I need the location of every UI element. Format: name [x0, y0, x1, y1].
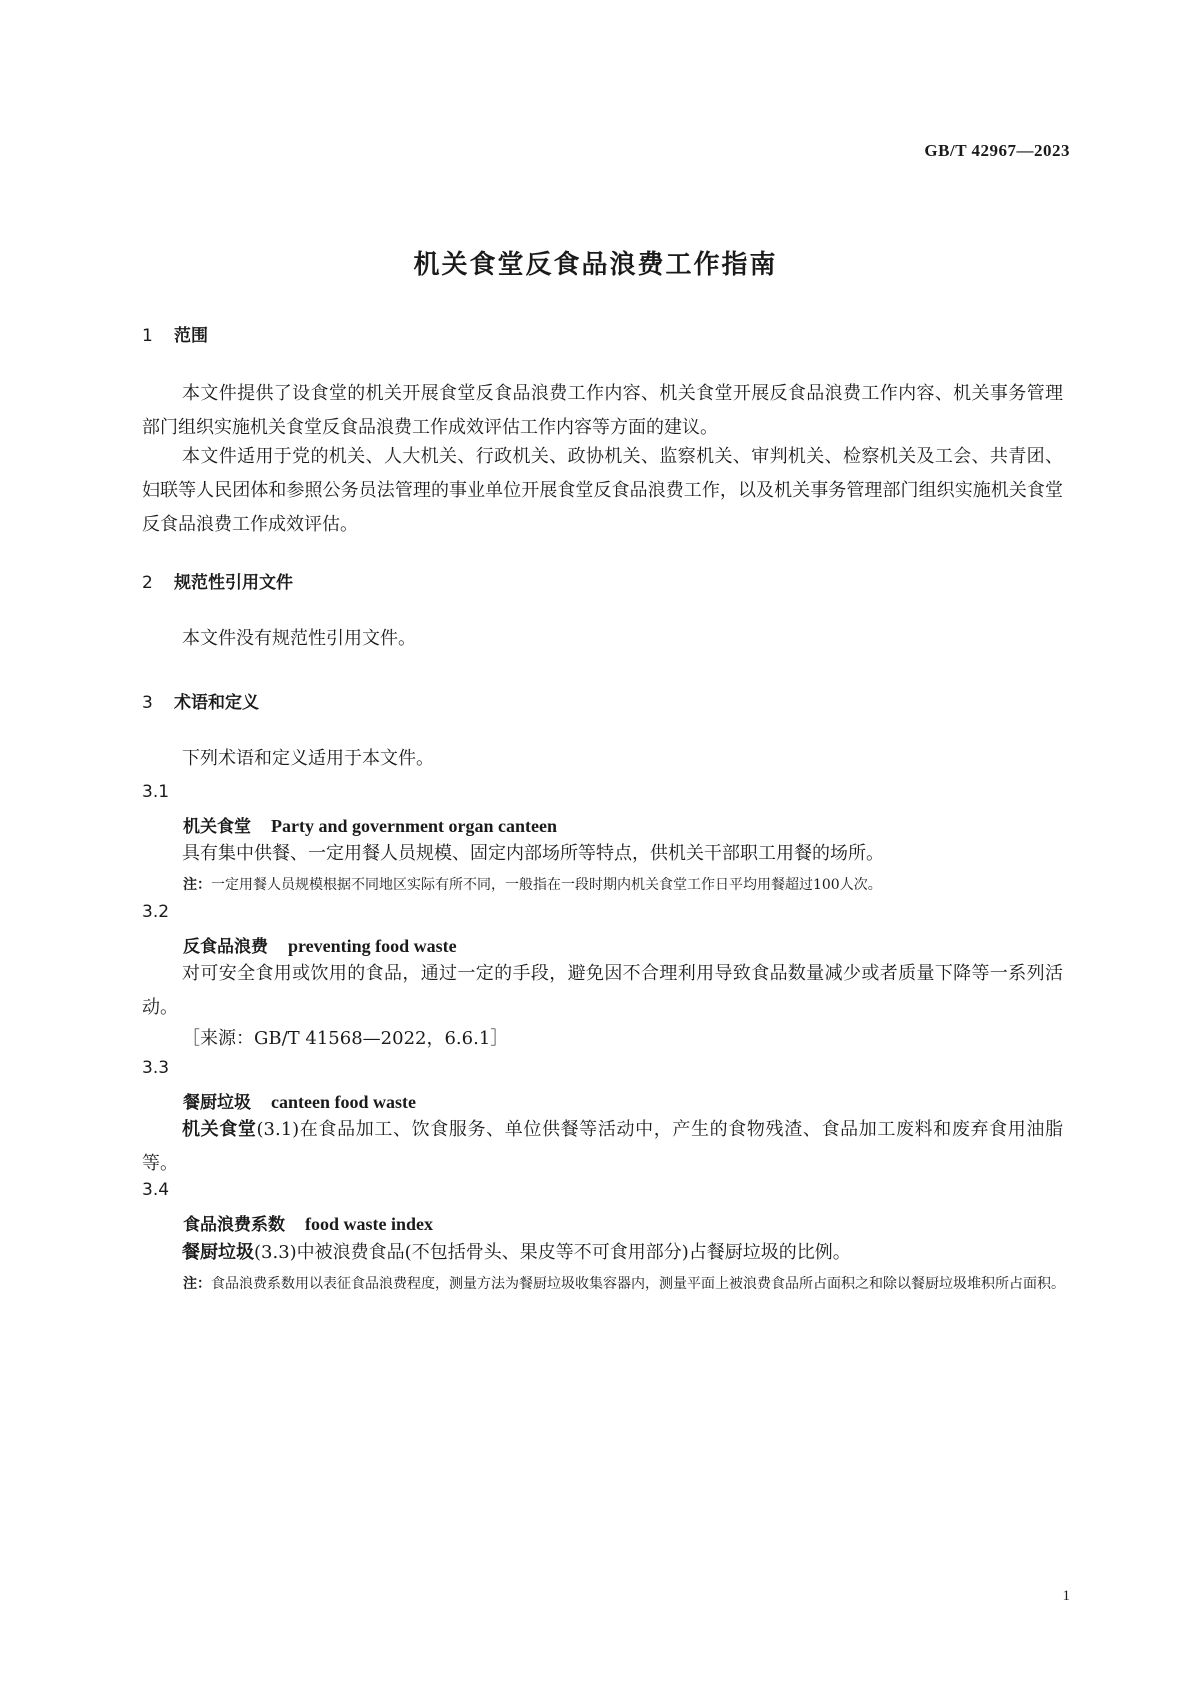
term-3-3-definition [142, 1113, 1063, 1181]
section-number: 2 [142, 573, 153, 593]
note-label: 注： [183, 877, 211, 893]
standard-code: GB/T 42967—2023 [924, 141, 1070, 160]
term-zh: 机关食堂 [183, 817, 251, 837]
term-number: 3.2 [142, 902, 170, 922]
section-1-paragraph-2: 本文件适用于党的机关、人大机关、行政机关、政协机关、监察机关、审判机关、检察机关及工会、共青团、妇联等人民团体和参照公务员法管理的事业单位开展食堂反食品浪费工作，以及机关事务管理部门组织实施机关食堂反食品浪费工作成效评估。 [142, 446, 1063, 535]
term-3-4 [183, 1210, 433, 1235]
term-3-4-definition [142, 1236, 1063, 1270]
term-3-2-source: ［来源：GB/T 41568—2022，6.6.1］ [182, 1028, 509, 1049]
section-3-heading [142, 688, 259, 713]
definition-text: (3.3)中被浪费食品(不包括骨头、果皮等不可食用部分)占餐厨垃圾的比例。 [254, 1242, 851, 1263]
term-en: food waste index [305, 1214, 434, 1234]
note-text: 食品浪费系数用以表征食品浪费程度，测量方法为餐厨垃圾收集容器内，测量平面上被浪费食品所占面积之和除以餐厨垃圾堆积所占面积。 [211, 1276, 1065, 1292]
section-number: 1 [142, 326, 153, 346]
term-zh: 食品浪费系数 [183, 1215, 285, 1235]
term-en: canteen food waste [271, 1092, 416, 1112]
section-2-paragraph: 本文件没有规范性引用文件。 [182, 628, 416, 649]
section-title: 范围 [174, 326, 208, 346]
section-title: 术语和定义 [174, 693, 259, 713]
term-3-1 [183, 812, 557, 837]
term-3-4-note [183, 1269, 1065, 1299]
page-number: 1 [1062, 1588, 1070, 1604]
term-3-2 [183, 932, 457, 957]
cross-reference: 机关食堂 [182, 1119, 257, 1140]
section-2-heading [142, 568, 293, 593]
note-label: 注： [183, 1276, 211, 1292]
section-1-paragraph-1: 本文件提供了设食堂的机关开展食堂反食品浪费工作内容、机关食堂开展反食品浪费工作内容、机关事务管理部门组织实施机关食堂反食品浪费工作成效评估工作内容等方面的建议。 [142, 383, 1063, 438]
section-1-heading [142, 321, 208, 346]
section-3-paragraph: 下列术语和定义适用于本文件。 [182, 748, 434, 769]
document-title: 机关食堂反食品浪费工作指南 [413, 250, 778, 280]
cross-reference: 餐厨垃圾 [182, 1242, 254, 1263]
section-number: 3 [142, 693, 153, 713]
term-en: preventing food waste [288, 936, 457, 956]
note-text: 一定用餐人员规模根据不同地区实际有所不同，一般指在一段时期内机关食堂工作日平均用餐超过100人次。 [211, 877, 882, 893]
definition-text: (3.1)在食品加工、饮食服务、单位供餐等活动中，产生的食物残渣、食品加工废料和废弃食用油脂等。 [142, 1119, 1064, 1174]
term-zh: 餐厨垃圾 [183, 1093, 251, 1113]
term-number: 3.3 [142, 1058, 170, 1078]
term-3-2-definition: 对可安全食用或饮用的食品，通过一定的手段，避免因不合理利用导致食品数量减少或者质量下降等一系列活动。 [142, 963, 1063, 1018]
section-title: 规范性引用文件 [174, 573, 293, 593]
term-number: 3.1 [142, 782, 170, 802]
term-3-3 [183, 1088, 416, 1113]
term-number: 3.4 [142, 1180, 170, 1200]
term-zh: 反食品浪费 [183, 937, 268, 957]
term-3-1-definition: 具有集中供餐、一定用餐人员规模、固定内部场所等特点，供机关干部职工用餐的场所。 [182, 843, 884, 864]
term-en: Party and government organ canteen [271, 816, 557, 836]
term-3-1-note [183, 870, 1063, 900]
